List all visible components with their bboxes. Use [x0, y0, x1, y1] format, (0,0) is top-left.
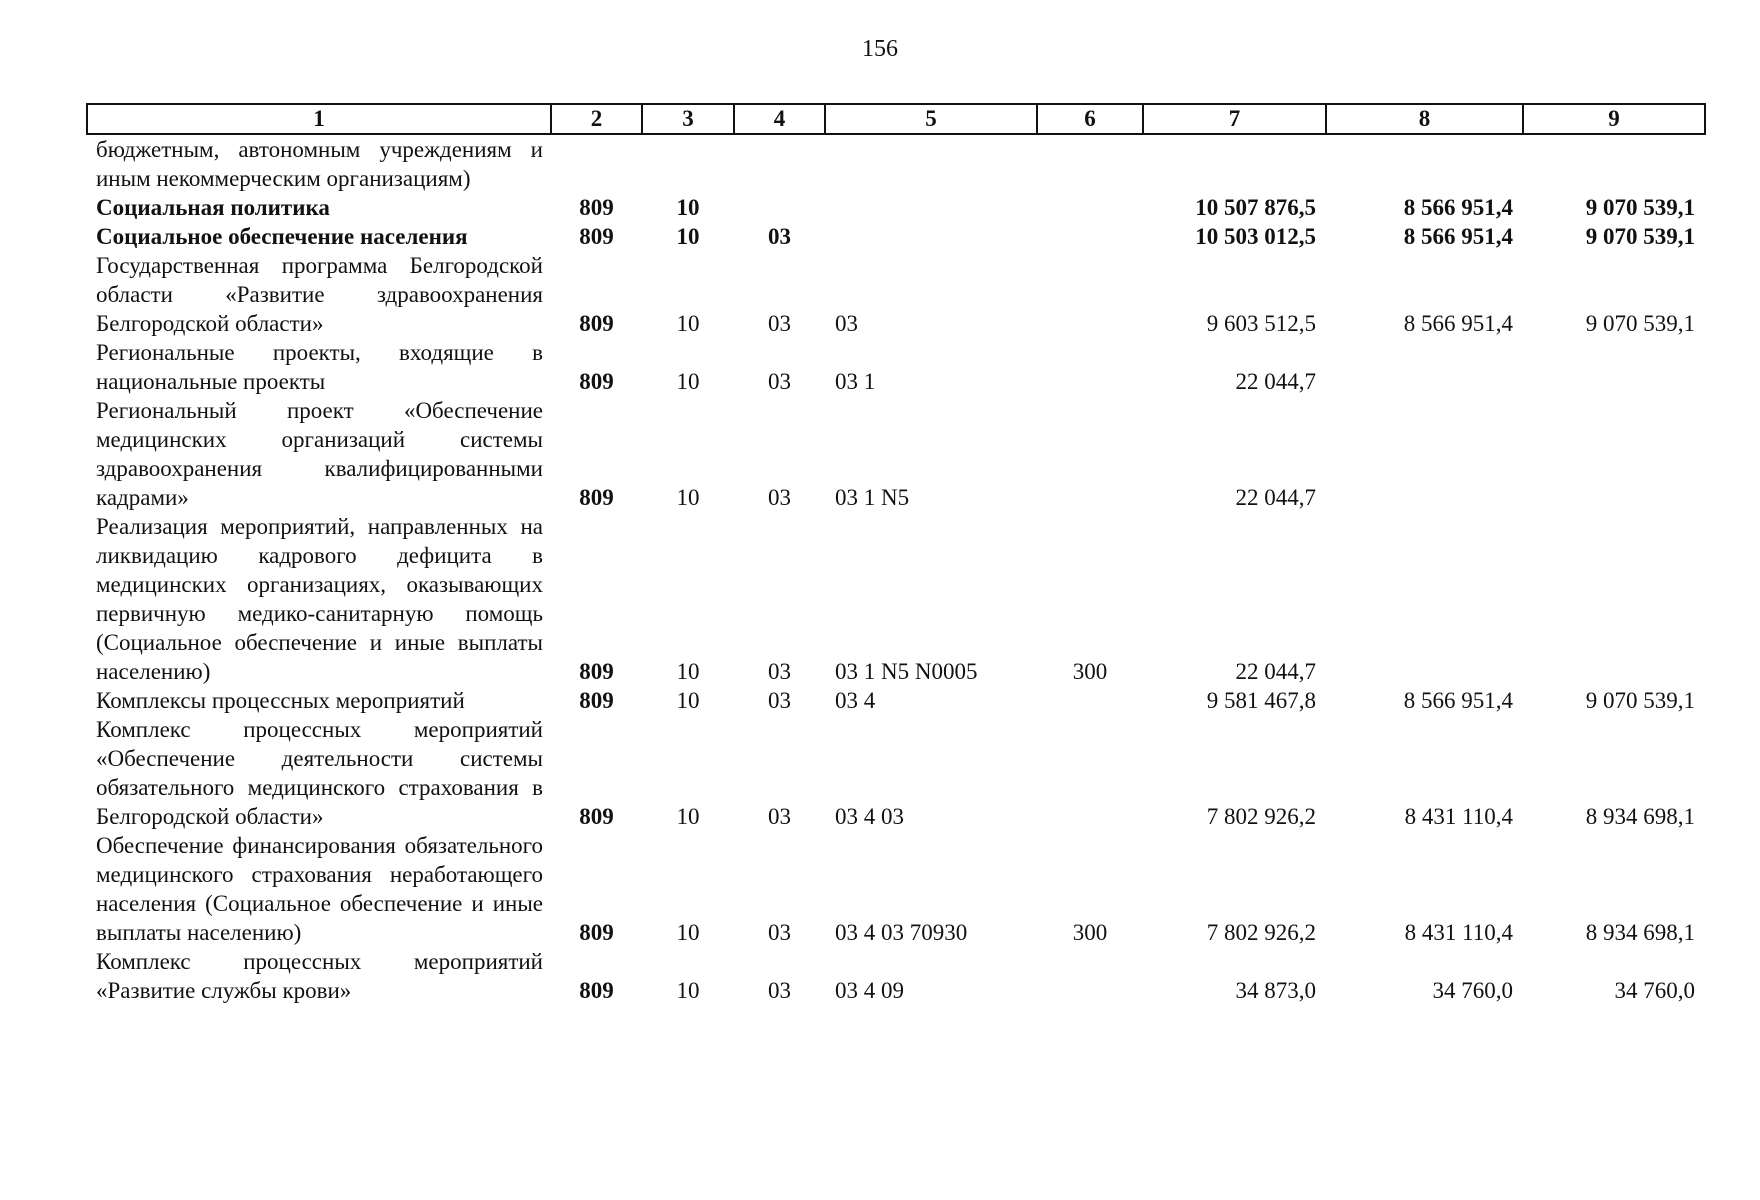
amount-year-2 — [1326, 134, 1523, 193]
target-article-code — [825, 193, 1037, 222]
row-name: Государственная программа Белгородской области «Развитие здравоохранения Белгородской области» — [96, 253, 543, 336]
subsection-code — [734, 134, 825, 193]
amount-year-3: 8 934 698,1 — [1585, 920, 1695, 945]
subsection-code: 03 — [768, 311, 791, 336]
header-row — [87, 104, 1705, 134]
amount-year-1: 22 044,7 — [1235, 659, 1316, 684]
target-article-code: 03 — [835, 311, 858, 336]
table-row — [87, 512, 1705, 686]
section-code: 10 — [676, 804, 700, 829]
subsection-code: 03 — [768, 804, 791, 829]
table-row — [87, 134, 1705, 193]
amount-year-2 — [1326, 338, 1523, 396]
row-name: Социальное обеспечение населения — [96, 224, 468, 249]
table-row — [87, 686, 1705, 715]
target-article-code — [825, 134, 1037, 193]
grbs-code: 809 — [579, 369, 614, 394]
section-code: 10 — [676, 485, 700, 510]
amount-year-2: 8 566 951,4 — [1403, 195, 1513, 220]
table-row — [87, 338, 1705, 396]
column-header: 2 — [551, 104, 642, 134]
amount-year-2: 8 566 951,4 — [1403, 688, 1513, 713]
expense-type-code — [1037, 947, 1143, 1005]
column-header: 4 — [734, 104, 825, 134]
amount-year-2: 8 566 951,4 — [1403, 224, 1513, 249]
grbs-code — [551, 134, 642, 193]
table-row — [87, 222, 1705, 251]
row-name: Обеспечение финансирования обязательного медицинского страхования неработающего населения (Социальное обеспечение и иные выплаты населению) — [96, 833, 543, 945]
target-article-code: 03 4 — [835, 688, 876, 713]
amount-year-3 — [1523, 338, 1705, 396]
target-article-code: 03 1 N5 — [835, 485, 910, 510]
row-name: бюджетным, автономным учреждениям и иным некоммерческим организациям) — [96, 137, 543, 191]
column-header: 1 — [87, 104, 551, 134]
expense-type-code — [1037, 193, 1143, 222]
target-article-code: 03 4 03 70930 — [835, 920, 968, 945]
table-row — [87, 193, 1705, 222]
target-article-code: 03 1 N5 N0005 — [835, 659, 978, 684]
page-number: 156 — [862, 36, 898, 62]
subsection-code: 03 — [768, 224, 791, 249]
expense-type-code — [1037, 134, 1143, 193]
subsection-code — [734, 193, 825, 222]
section-code: 10 — [676, 369, 700, 394]
row-name: Комплексы процессных мероприятий — [96, 688, 465, 713]
row-name: Региональный проект «Обеспечение медицинских организаций системы здравоохранения квалифицированными кадрами» — [96, 398, 543, 510]
target-article-code: 03 4 03 — [835, 804, 904, 829]
column-header: 6 — [1037, 104, 1143, 134]
grbs-code: 809 — [579, 224, 614, 249]
amount-year-3: 9 070 539,1 — [1585, 311, 1695, 336]
grbs-code: 809 — [579, 311, 614, 336]
grbs-code: 809 — [579, 485, 614, 510]
table-row — [87, 947, 1705, 1005]
subsection-code: 03 — [768, 920, 791, 945]
target-article-code: 03 4 09 — [835, 978, 904, 1003]
grbs-code: 809 — [579, 659, 614, 684]
amount-year-1: 7 802 926,2 — [1206, 920, 1316, 945]
column-header: 5 — [825, 104, 1037, 134]
amount-year-3: 8 934 698,1 — [1585, 804, 1695, 829]
amount-year-1: 34 873,0 — [1235, 978, 1316, 1003]
amount-year-1: 22 044,7 — [1235, 485, 1316, 510]
expense-type-code: 300 — [1072, 920, 1108, 945]
amount-year-1: 9 581 467,8 — [1206, 688, 1316, 713]
subsection-code: 03 — [768, 688, 791, 713]
table-row — [87, 251, 1705, 338]
expense-type-code — [1037, 396, 1143, 512]
table-row — [87, 831, 1705, 947]
amount-year-3 — [1523, 512, 1705, 686]
row-name: Реализация мероприятий, направленных на ликвидацию кадрового дефицита в медицинских организациях, оказывающих первичную медико-санитарную помощь (Социальное обеспечение и иные выплаты населению) — [96, 514, 543, 684]
section-code: 10 — [676, 659, 700, 684]
column-header: 8 — [1326, 104, 1523, 134]
amount-year-3: 9 070 539,1 — [1585, 224, 1695, 249]
grbs-code: 809 — [579, 688, 614, 713]
section-code: 10 — [676, 195, 700, 220]
target-article-code: 03 1 — [835, 369, 876, 394]
amount-year-3 — [1523, 134, 1705, 193]
expense-type-code — [1037, 338, 1143, 396]
amount-year-1: 10 507 876,5 — [1195, 195, 1316, 220]
section-code: 10 — [676, 224, 700, 249]
row-name: Социальная политика — [96, 195, 330, 220]
amount-year-1: 7 802 926,2 — [1206, 804, 1316, 829]
amount-year-1: 22 044,7 — [1235, 369, 1316, 394]
subsection-code: 03 — [768, 369, 791, 394]
section-code: 10 — [676, 978, 700, 1003]
table-row — [87, 396, 1705, 512]
section-code: 10 — [676, 920, 700, 945]
column-header: 7 — [1143, 104, 1326, 134]
amount-year-3: 9 070 539,1 — [1585, 195, 1695, 220]
section-code: 10 — [676, 688, 700, 713]
amount-year-2: 8 431 110,4 — [1404, 804, 1513, 829]
amount-year-2 — [1326, 396, 1523, 512]
expense-type-code: 300 — [1072, 659, 1108, 684]
amount-year-1: 10 503 012,5 — [1195, 224, 1316, 249]
amount-year-2 — [1326, 512, 1523, 686]
grbs-code: 809 — [579, 978, 614, 1003]
grbs-code: 809 — [579, 920, 614, 945]
amount-year-3 — [1523, 396, 1705, 512]
amount-year-3: 34 760,0 — [1614, 978, 1695, 1003]
row-name: Комплекс процессных мероприятий «Развитие службы крови» — [96, 949, 543, 1003]
section-code — [642, 134, 734, 193]
subsection-code: 03 — [768, 485, 791, 510]
amount-year-1: 9 603 512,5 — [1206, 311, 1316, 336]
subsection-code: 03 — [768, 659, 791, 684]
expense-type-code — [1037, 715, 1143, 831]
amount-year-2: 8 566 951,4 — [1403, 311, 1513, 336]
column-header: 9 — [1523, 104, 1705, 134]
table-row — [87, 715, 1705, 831]
budget-table — [86, 103, 1706, 1005]
column-header: 3 — [642, 104, 734, 134]
expense-type-code — [1037, 686, 1143, 715]
amount-year-2: 8 431 110,4 — [1404, 920, 1513, 945]
expense-type-code — [1037, 251, 1143, 338]
amount-year-1 — [1143, 134, 1326, 193]
row-name: Региональные проекты, входящие в национальные проекты — [96, 340, 543, 394]
row-name: Комплекс процессных мероприятий «Обеспечение деятельности системы обязательного медицинского страхования в Белгородской области» — [96, 717, 543, 829]
section-code: 10 — [676, 311, 700, 336]
expense-type-code — [1037, 222, 1143, 251]
amount-year-2: 34 760,0 — [1432, 978, 1513, 1003]
target-article-code — [825, 222, 1037, 251]
subsection-code: 03 — [768, 978, 791, 1003]
amount-year-3: 9 070 539,1 — [1585, 688, 1695, 713]
grbs-code: 809 — [579, 804, 614, 829]
grbs-code: 809 — [579, 195, 614, 220]
